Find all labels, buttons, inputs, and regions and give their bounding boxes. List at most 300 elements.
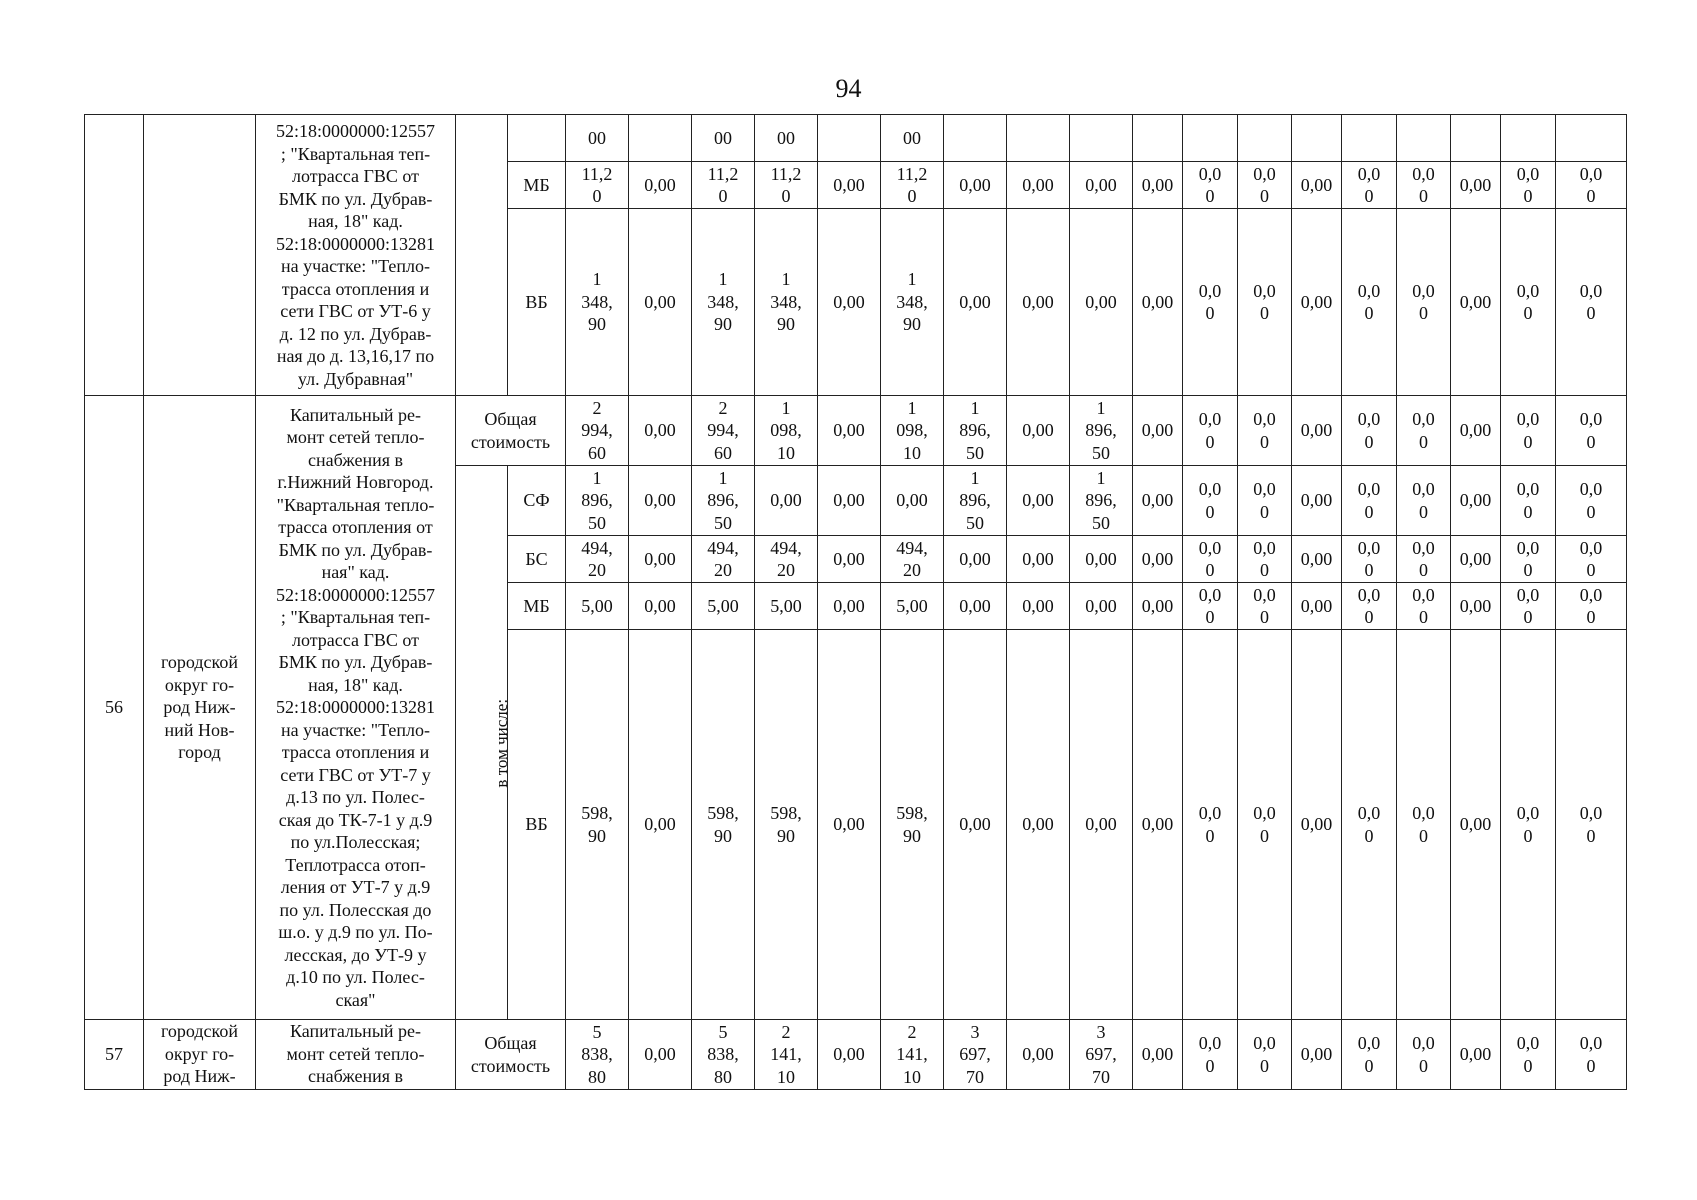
value-cell — [1451, 583, 1501, 630]
value-line: 0 — [1523, 303, 1533, 323]
value-line: 90 — [903, 825, 921, 846]
value-line: 5,00 — [770, 595, 802, 616]
value-line: 5,00 — [581, 595, 613, 616]
value-cell — [1007, 162, 1070, 209]
value-line: 0,0 — [1516, 163, 1540, 184]
value-cell — [1342, 162, 1397, 209]
value-line: 0,0 — [1253, 803, 1276, 823]
value-line: 0 — [781, 186, 791, 206]
value-line: 0,0 — [1579, 584, 1603, 605]
value-cell — [1556, 209, 1627, 396]
value-line: 0,0 — [1357, 163, 1381, 184]
value-cell — [629, 162, 692, 209]
municipality-cell — [144, 1020, 256, 1090]
value-line: 0,0 — [1412, 1033, 1435, 1053]
value-line: 0,0 — [1357, 409, 1381, 429]
municipality-line: городской — [160, 652, 239, 673]
value-line: 0,00 — [1141, 490, 1174, 511]
description-line: 52:18:0000000:13281 — [275, 697, 435, 718]
description-line: ная до д. 13,16,17 по — [276, 346, 435, 366]
value-line: 11,2 — [896, 163, 928, 184]
value-cell — [1397, 1020, 1451, 1090]
value-line: 0,00 — [833, 490, 865, 511]
value-line: 0 — [1260, 501, 1269, 522]
value-line: 90 — [714, 314, 732, 335]
value-line: 0,0 — [1579, 803, 1603, 823]
value-line: 0 — [1419, 607, 1428, 627]
description-line: снабжения в — [307, 449, 404, 470]
value-cell — [1292, 162, 1342, 209]
table-row — [85, 1020, 1627, 1090]
value-line: 0,0 — [1412, 409, 1435, 429]
value-cell — [755, 583, 818, 630]
total-label-line: Общая — [484, 409, 537, 429]
value-line: 0,0 — [1198, 803, 1222, 823]
value-line: 0 — [1205, 825, 1215, 846]
description-line: БМК по ул. Дубрав- — [278, 188, 433, 209]
value-line: 0,00 — [1141, 548, 1174, 569]
value-line: 0,0 — [1516, 803, 1540, 823]
value-line: 0 — [1260, 431, 1269, 452]
value-line: 0,00 — [1300, 291, 1333, 312]
value-cell — [1342, 630, 1397, 1020]
value-cell — [944, 630, 1007, 1020]
value-line: 0,0 — [1579, 1033, 1603, 1053]
value-line: 20 — [588, 560, 606, 580]
value-line: 0 — [1586, 825, 1596, 846]
value-cell — [566, 466, 629, 536]
value-line: 80 — [714, 1066, 732, 1087]
value-line: 0,00 — [1141, 595, 1174, 616]
value-cell — [944, 162, 1007, 209]
total-label-cell — [456, 396, 566, 466]
value-cell — [944, 536, 1007, 583]
value-line: 00 — [777, 127, 795, 148]
value-line: 697, — [1085, 1044, 1117, 1065]
description-line: БМК по ул. Дубрав- — [278, 539, 433, 560]
value-line: 838, — [581, 1044, 613, 1065]
value-line: 0,0 — [1412, 584, 1435, 605]
value-cell — [1133, 162, 1183, 209]
value-line: 50 — [1092, 442, 1110, 463]
value-line: 0 — [1205, 303, 1215, 323]
value-line: 0,00 — [644, 814, 676, 835]
value-line: 0,0 — [1198, 479, 1222, 499]
value-line: 896, — [1085, 420, 1117, 441]
value-cell — [1007, 466, 1070, 536]
value-line: 0 — [1364, 501, 1374, 522]
value-line: 0,00 — [644, 595, 676, 616]
value-line: 5 — [718, 1021, 728, 1042]
value-cell — [1238, 396, 1292, 466]
value-cell — [1397, 209, 1451, 396]
description-line: д.13 по ул. Полес- — [286, 787, 425, 808]
value-line: 598, — [581, 803, 613, 823]
value-line: 0,00 — [833, 174, 865, 195]
value-line: 598, — [770, 803, 802, 823]
value-cell — [1397, 162, 1451, 209]
value-cell — [1070, 536, 1133, 583]
value-cell — [881, 1020, 944, 1090]
value-line: 0,0 — [1357, 537, 1381, 558]
value-cell — [818, 630, 881, 1020]
value-line: 0 — [1419, 303, 1428, 323]
value-line: 0 — [1364, 431, 1374, 452]
value-line: 0,0 — [1357, 584, 1381, 605]
value-cell — [1397, 583, 1451, 630]
value-cell — [1342, 115, 1397, 162]
value-cell — [1342, 583, 1397, 630]
value-line: 0 — [1586, 560, 1596, 580]
value-cell — [1451, 1020, 1501, 1090]
municipality-line: округ го- — [164, 1043, 235, 1064]
value-cell — [818, 209, 881, 396]
description-line: ш.о. у д.9 по ул. По- — [278, 922, 433, 943]
value-cell — [818, 466, 881, 536]
value-line: 0,00 — [1085, 174, 1117, 195]
value-line: 0,00 — [1300, 548, 1333, 569]
value-line: 0 — [1364, 303, 1374, 323]
municipality-line: город — [178, 742, 221, 763]
value-line: 0,0 — [1516, 409, 1540, 429]
value-line: 598, — [896, 803, 928, 823]
value-line: 1 — [718, 467, 728, 488]
description-line: сети ГВС от УТ-6 у — [280, 301, 431, 321]
value-line: 0 — [1260, 825, 1269, 846]
value-line: 0,00 — [770, 490, 802, 511]
value-line: 0,00 — [959, 595, 991, 616]
description-line: трасса отопления и — [281, 742, 430, 763]
value-line: 00 — [714, 127, 732, 148]
value-line: 0,00 — [833, 595, 865, 616]
value-line: 0,00 — [1022, 174, 1054, 195]
value-line: 90 — [588, 825, 606, 846]
value-line: 1 — [1096, 467, 1106, 488]
value-line: 0,0 — [1516, 479, 1540, 499]
value-cell — [881, 630, 944, 1020]
municipality-line: округ го- — [164, 674, 235, 695]
description-line: ления от УТ-7 у д.9 — [280, 877, 431, 898]
value-line: 0,00 — [833, 420, 865, 441]
value-line: 0,0 — [1412, 280, 1435, 301]
value-cell — [692, 466, 755, 536]
value-line: 0,0 — [1412, 163, 1435, 184]
value-line: 10 — [903, 1066, 921, 1087]
description-line: ная" кад. — [321, 562, 390, 583]
value-line: 1 — [781, 397, 791, 418]
value-line: 0 — [1586, 607, 1596, 627]
value-line: 50 — [966, 442, 984, 463]
value-cell — [818, 162, 881, 209]
value-cell — [629, 396, 692, 466]
value-line: 0 — [1586, 501, 1596, 522]
description-line: монт сетей тепло- — [286, 427, 425, 448]
value-line: 0,0 — [1357, 803, 1381, 823]
value-line: 0,00 — [644, 490, 676, 511]
value-cell — [1133, 583, 1183, 630]
value-line: 0,0 — [1357, 479, 1381, 499]
value-cell — [629, 536, 692, 583]
value-line: 0,00 — [1141, 420, 1174, 441]
value-cell — [1342, 209, 1397, 396]
value-cell — [566, 162, 629, 209]
value-cell — [566, 396, 629, 466]
value-line: 0,0 — [1579, 280, 1603, 301]
value-cell — [1007, 115, 1070, 162]
value-line: 20 — [777, 560, 795, 580]
value-line: 10 — [903, 442, 921, 463]
value-line: 0,0 — [1357, 1033, 1381, 1053]
value-line: 0 — [1260, 186, 1269, 206]
value-cell — [1292, 115, 1342, 162]
description-line: монт сетей тепло- — [286, 1043, 425, 1064]
value-cell — [1007, 583, 1070, 630]
value-line: 0,0 — [1516, 1033, 1540, 1053]
description-line: лотрасса ГВС от — [291, 629, 420, 650]
value-cell — [692, 536, 755, 583]
value-line: 098, — [770, 420, 802, 441]
value-line: 90 — [903, 314, 921, 335]
value-line: 5 — [592, 1021, 602, 1042]
value-line: 0 — [1419, 186, 1428, 206]
description-line: по ул. Полесская до — [279, 899, 432, 920]
value-line: 1 — [970, 467, 980, 488]
value-line: 0 — [1419, 501, 1428, 522]
row-number-cell: 56 — [85, 396, 144, 1020]
value-line: 0,00 — [644, 291, 676, 312]
description-line: г.Нижний Новгород. — [277, 472, 434, 493]
value-cell — [566, 1020, 629, 1090]
value-line: 11,2 — [581, 163, 613, 184]
source-label-cell: БС — [508, 536, 566, 583]
value-line: 1 — [970, 397, 980, 418]
value-line: 0,00 — [1459, 174, 1492, 195]
value-line: 0 — [718, 186, 728, 206]
value-cell — [1501, 209, 1556, 396]
value-line: 0 — [1586, 1055, 1596, 1076]
value-cell — [1007, 1020, 1070, 1090]
value-cell — [1238, 115, 1292, 162]
value-line: 0 — [1364, 1055, 1374, 1076]
description-line: ; "Квартальная теп- — [280, 143, 431, 164]
description-line: трасса отопления от — [278, 517, 433, 538]
value-line: 896, — [581, 490, 613, 511]
value-cell — [818, 536, 881, 583]
value-line: 0,00 — [1459, 490, 1492, 511]
value-line: 0,00 — [959, 291, 991, 312]
value-line: 0 — [1364, 607, 1374, 627]
value-cell — [881, 583, 944, 630]
description-line: Капитальный ре- — [289, 1021, 422, 1041]
value-line: 0,00 — [644, 420, 676, 441]
municipality-line: род Ниж- — [163, 1066, 236, 1086]
value-cell — [818, 115, 881, 162]
value-cell — [1292, 466, 1342, 536]
value-line: 1 — [781, 269, 791, 290]
value-cell — [818, 583, 881, 630]
value-cell — [1292, 583, 1342, 630]
value-line: 1 — [1096, 397, 1106, 418]
value-cell — [1397, 115, 1451, 162]
value-cell — [881, 396, 944, 466]
value-line: 0,0 — [1516, 584, 1540, 605]
value-line: 0,00 — [1300, 420, 1333, 441]
page-number: 94 — [835, 74, 862, 103]
value-line: 1 — [592, 269, 602, 290]
value-line: 1 — [718, 269, 728, 290]
value-line: 10 — [777, 442, 795, 463]
in-total-label: в том числе: — [492, 698, 512, 788]
total-label-cell — [456, 1020, 566, 1090]
value-line: 0,0 — [1198, 280, 1222, 301]
value-line: 0,0 — [1253, 537, 1276, 558]
value-cell — [1451, 162, 1501, 209]
value-line: 0 — [1260, 303, 1269, 323]
value-cell — [755, 536, 818, 583]
value-line: 0,00 — [1022, 1044, 1054, 1065]
value-cell — [1070, 162, 1133, 209]
value-cell — [1556, 1020, 1627, 1090]
value-cell — [944, 466, 1007, 536]
value-line: 494, — [896, 537, 928, 558]
value-cell — [1238, 162, 1292, 209]
value-cell — [1070, 630, 1133, 1020]
value-cell — [1451, 115, 1501, 162]
value-cell — [1183, 209, 1238, 396]
value-line: 00 — [903, 127, 921, 148]
value-line: 0,0 — [1253, 1033, 1276, 1053]
value-line: 3 — [1096, 1021, 1106, 1042]
value-line: 0,0 — [1412, 479, 1435, 499]
value-cell — [1238, 209, 1292, 396]
value-cell — [755, 115, 818, 162]
source-label-cell: МБ — [508, 162, 566, 209]
value-cell — [1133, 536, 1183, 583]
value-line: 697, — [959, 1044, 991, 1065]
value-line: 90 — [777, 825, 795, 846]
value-cell — [1556, 396, 1627, 466]
value-line: 0 — [1205, 1055, 1215, 1076]
value-line: 598, — [707, 803, 739, 823]
value-line: 0,0 — [1412, 537, 1435, 558]
value-cell — [1451, 630, 1501, 1020]
total-label-line: стоимость — [470, 1055, 551, 1076]
source-label-cell: ВБ — [508, 630, 566, 1020]
value-line: 0 — [1419, 560, 1428, 580]
value-line: 0,00 — [1459, 291, 1492, 312]
value-line: 141, — [770, 1044, 802, 1065]
value-line: 0 — [592, 186, 602, 206]
value-cell — [1238, 536, 1292, 583]
value-cell — [566, 115, 629, 162]
description-line: Теплотрасса отоп- — [285, 854, 426, 875]
value-line: 0 — [1523, 431, 1533, 452]
value-cell — [1501, 162, 1556, 209]
value-line: 0 — [1260, 560, 1269, 580]
value-line: 0 — [1260, 1055, 1269, 1076]
value-cell — [629, 209, 692, 396]
value-cell — [629, 466, 692, 536]
value-cell — [1238, 583, 1292, 630]
value-cell — [1451, 466, 1501, 536]
description-line: ская до ТК-7-1 у д.9 — [278, 809, 433, 830]
value-cell — [1238, 466, 1292, 536]
value-line: 0,00 — [896, 490, 928, 511]
value-cell — [566, 630, 629, 1020]
incl-cell — [456, 466, 512, 1020]
value-cell — [1007, 396, 1070, 466]
value-cell — [1342, 536, 1397, 583]
value-cell — [1342, 466, 1397, 536]
value-cell — [881, 536, 944, 583]
value-line: 3 — [970, 1021, 980, 1042]
value-line: 494, — [581, 537, 613, 558]
value-line: 0,00 — [644, 548, 676, 569]
value-cell — [629, 583, 692, 630]
value-line: 0 — [1586, 431, 1596, 452]
value-line: 0,0 — [1198, 163, 1222, 184]
value-line: 1 — [592, 467, 602, 488]
value-line: 90 — [714, 825, 732, 846]
value-cell — [1133, 466, 1183, 536]
description-cell — [256, 1020, 456, 1090]
value-cell — [1501, 630, 1556, 1020]
value-line: 70 — [966, 1066, 984, 1087]
value-cell — [1070, 1020, 1133, 1090]
value-cell — [755, 630, 818, 1020]
value-cell — [1183, 630, 1238, 1020]
value-line: 20 — [714, 560, 732, 580]
value-line: 494, — [707, 537, 739, 558]
value-line: 0,0 — [1579, 409, 1603, 429]
value-line: 0,00 — [1022, 814, 1054, 835]
value-line: 90 — [777, 314, 795, 335]
row-number-cell: 57 — [85, 1020, 144, 1090]
value-line: 0,00 — [1022, 291, 1054, 312]
value-line: 0,0 — [1198, 584, 1222, 605]
description-cell — [256, 115, 456, 396]
value-cell — [944, 396, 1007, 466]
value-line: 896, — [959, 490, 991, 511]
value-cell — [818, 396, 881, 466]
incl-cell — [456, 115, 508, 396]
value-cell — [629, 1020, 692, 1090]
value-cell — [1556, 630, 1627, 1020]
value-line: 0,0 — [1357, 280, 1381, 301]
value-line: 896, — [959, 420, 991, 441]
value-cell — [692, 162, 755, 209]
value-line: 80 — [588, 1066, 606, 1087]
value-cell — [1556, 536, 1627, 583]
value-line: 0,00 — [1022, 490, 1054, 511]
value-cell — [629, 630, 692, 1020]
value-cell — [692, 1020, 755, 1090]
value-cell — [755, 396, 818, 466]
value-line: 50 — [1092, 512, 1110, 533]
value-line: 0,00 — [644, 1044, 676, 1065]
municipality-cell — [144, 115, 256, 396]
value-line: 0,0 — [1579, 479, 1603, 499]
value-line: 0 — [1419, 825, 1428, 846]
value-cell — [1183, 115, 1238, 162]
description-line: д. 12 по ул. Дубрав- — [279, 323, 432, 344]
row-number-cell — [85, 115, 144, 396]
value-line: 60 — [588, 442, 606, 463]
value-line: 10 — [777, 1066, 795, 1087]
value-cell — [944, 583, 1007, 630]
value-cell — [1501, 115, 1556, 162]
value-cell — [629, 115, 692, 162]
